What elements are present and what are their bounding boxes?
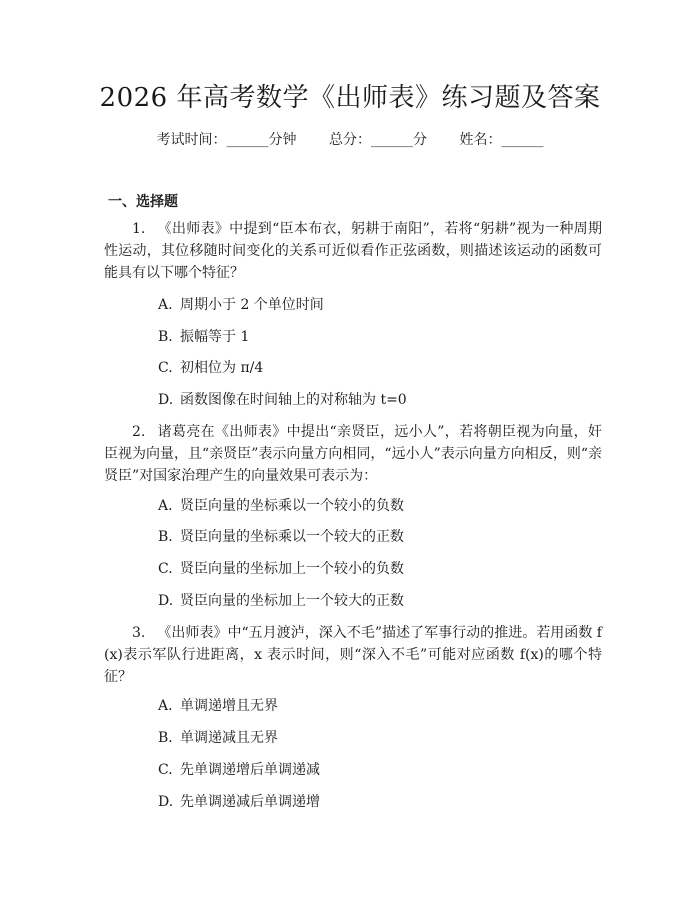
option-letter: D. (158, 593, 174, 609)
option-text: 单调递增且无界 (180, 698, 278, 714)
question-3-option-b (158, 727, 278, 749)
option-text: 贤臣向量的坐标乘以一个较小的负数 (180, 498, 404, 514)
option-letter: A. (158, 297, 173, 313)
option-letter: B. (158, 329, 173, 345)
question-text: 《出师表》中提到“臣本布衣，躬耕于南阳”，若将“躬耕”视为一种周期性运动，其位移随时间变化的关系可近似看作正弦函数，则描述该运动的函数可能具有以下哪个特征？ (104, 221, 602, 281)
question-2-option-a (158, 495, 404, 517)
question-2-option-b (158, 526, 404, 548)
question-number: 1. (132, 221, 146, 237)
question-2-option-c (158, 558, 404, 580)
question-2-option-d (158, 590, 404, 612)
option-text: 贤臣向量的坐标乘以一个较大的正数 (180, 529, 404, 545)
exam-info-row (0, 129, 700, 151)
question-1-option-b (158, 326, 249, 348)
option-text: 周期小于 2 个单位时间 (180, 297, 324, 313)
section-heading: 一、选择题 (108, 194, 178, 210)
option-text: 贤臣向量的坐标加上一个较大的正数 (180, 593, 404, 609)
question-1-option-d (158, 389, 407, 411)
question-2-stem (104, 421, 602, 487)
question-1-option-a (158, 294, 324, 316)
question-3-option-a (158, 695, 278, 717)
option-letter: A. (158, 498, 173, 514)
option-text: 先单调递减后单调递增 (180, 794, 320, 810)
option-text: 贤臣向量的坐标加上一个较小的负数 (180, 561, 404, 577)
option-letter: C. (158, 561, 173, 577)
question-number: 3. (132, 625, 146, 641)
option-letter: A. (158, 698, 173, 714)
question-text: 诸葛亮在《出师表》中提出“亲贤臣，远小人”，若将朝臣视为向量，奸臣视为向量，且“亲贤臣”表示向量方向相同，“远小人”表示向量方向相反，则“亲贤臣”对国家治理产生的向量效果可表示为： (104, 424, 602, 484)
question-1-option-c (158, 357, 263, 379)
option-text: 初相位为 π/4 (180, 360, 264, 376)
option-letter: B. (158, 730, 173, 746)
option-letter: C. (158, 762, 173, 778)
option-letter: C. (158, 360, 173, 376)
question-1-stem (104, 218, 602, 284)
option-letter: B. (158, 529, 173, 545)
option-text: 先单调递增后单调递减 (180, 762, 320, 778)
question-3-option-c (158, 759, 320, 781)
question-3-stem (104, 622, 602, 688)
question-number: 2. (132, 424, 146, 440)
option-text: 函数图像在时间轴上的对称轴为 t=0 (180, 392, 407, 408)
option-text: 振幅等于 1 (180, 329, 250, 345)
student-name-field: 姓名：______ (459, 132, 544, 148)
exam-time-field: 考试时间：______分钟 (156, 132, 297, 148)
option-letter: D. (158, 794, 174, 810)
question-3-option-d (158, 791, 320, 813)
question-text: 《出师表》中“五月渡泸，深入不毛”描述了军事行动的推进。若用函数 f(x)表示军队行进距离，x 表示时间，则“深入不毛”可能对应函数 f(x)的哪个特征？ (104, 625, 602, 685)
option-text: 单调递减且无界 (180, 730, 278, 746)
total-score-field: 总分：______分 (329, 132, 427, 148)
option-letter: D. (158, 392, 174, 408)
document-title: 2026 年高考数学《出师表》练习题及答案 (99, 83, 601, 113)
